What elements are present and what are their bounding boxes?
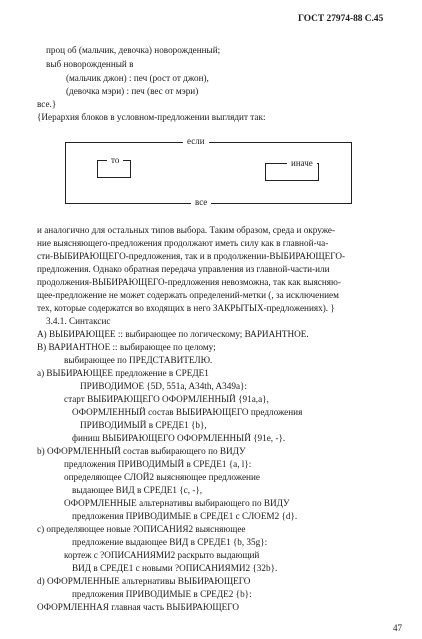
rule-line: финиш ВЫБИРАЮЩЕГО ОФОРМЛЕННЫЙ {91e, -}. <box>72 433 286 443</box>
paragraph-line: щее-предложение не может содержать определений-метки (, за исключением <box>37 290 339 300</box>
rule-line: В) ВАРИАНТНОЕ :: выбирающее по целому; <box>37 342 216 352</box>
running-head: ГОСТ 27974-88 С.45 <box>298 14 384 24</box>
rule-line: ОФОРМЛЕННАЯ главная часть ВЫБИРАЮЩЕГО <box>37 602 239 612</box>
rule-line: ПРИВОДИМЫЙ в СРЕДЕ1 {b}, <box>80 420 207 430</box>
rule-line: А) ВЫБИРАЮЩЕЕ :: выбирающее по логическому; ВАРИАНТНОЕ. <box>37 329 309 339</box>
rule-line: с) определяющее новые ?ОПИСАНИЯ2 выясняющее <box>37 524 246 534</box>
comment-line: {Иерархия блоков в условном-предложении выглядит так: <box>37 112 266 122</box>
code-line: проц об (мальчик, девочка) новорожденный; <box>46 45 221 55</box>
rule-line: ВИД в СРЕДЕ1 с новыми ?ОПИСАНИЯМИ2 {32b}. <box>72 563 278 573</box>
rule-line: ПРИВОДИМОЕ {5D, 551a, A34th, A349a}: <box>80 381 247 391</box>
rule-line: предложения ПРИВОДИМЫЕ в СРЕДЕ1 с СЛОЕМ2 {d}. <box>72 511 298 521</box>
section-title: 3.4.1. Синтаксис <box>46 316 111 326</box>
code-line: (девочка мэри) : печ (вес от мэри) <box>66 86 199 96</box>
rule-line: d) ОФОРМЛЕННЫЕ альтернативы ВЫБИРАЮЩЕГО <box>37 576 251 586</box>
rule-line: определяющее СЛОЙ2 выясняющее предложение <box>64 472 260 482</box>
rule-line: выдающее ВИД в СРЕДЕ1 {c, -}, <box>72 485 203 495</box>
if-label: если <box>183 136 209 146</box>
fi-label: все <box>191 197 211 207</box>
paragraph-line: предложения. Однако обратная передача управления из главной-части-или <box>37 264 330 274</box>
rule-line: ОФОРМЛЕННЫЕ альтернативы выбирающего по ВИДУ <box>64 498 290 508</box>
page-number: 47 <box>393 623 402 633</box>
code-line: (мальчик джон) : печ (рост от джон), <box>66 73 209 83</box>
paragraph-line: сти-ВЫБИРАЮЩЕГО-предложения, так и в продолжении-ВЫБИРАЮЩЕГО- <box>37 251 346 261</box>
paragraph-line: тех, которые содержатся во входящих в него ЗАКРЫТЫХ-предложениях). } <box>37 303 335 313</box>
rule-line: предложения ПРИВОДИМЫЙ в СРЕДЕ1 {a, l}: <box>64 459 252 469</box>
rule-line: b) ОФОРМЛЕННЫЙ состав выбирающего по ВИДУ <box>37 446 246 456</box>
code-line: все.} <box>37 99 57 109</box>
rule-line: ОФОРМЛЕННЫЙ состав ВЫБИРАЮЩЕГО предложения <box>72 407 303 417</box>
rule-line: старт ВЫБИРАЮЩЕГО ОФОРМЛЕННЫЙ {91a,a}, <box>64 394 269 404</box>
rule-line: предложения ПРИВОДИМЫЕ в СРЕДЕ2 {b}: <box>72 589 252 599</box>
rule-line: кортеж с ?ОПИСАНИЯМИ2 раскрыто выдающий <box>64 550 260 560</box>
rule-line: а) ВЫБИРАЮЩЕЕ предложение в СРЕДЕ1 <box>37 368 209 378</box>
rule-line: предложение выдающее ВИД в СРЕДЕ1 {b, 35g}: <box>72 537 268 547</box>
block-hierarchy-diagram <box>65 136 352 207</box>
paragraph-line: продолжения-ВЫБИРАЮЩЕГО-предложения невозможна, так как выясняю- <box>37 277 341 287</box>
then-label: то <box>107 155 123 165</box>
rule-line: выбирающее по ПРЕДСТАВИТЕЛЮ. <box>64 355 213 365</box>
code-line: выб новорожденный в <box>46 59 134 69</box>
else-label: иначе <box>287 158 317 168</box>
paragraph-line: и аналогично для остальных типов выбора. Таким образом, среда и окруже- <box>37 225 336 235</box>
paragraph-line: ние выясняющего-предложения продолжают иметь силу как в главной-ча- <box>37 238 329 248</box>
